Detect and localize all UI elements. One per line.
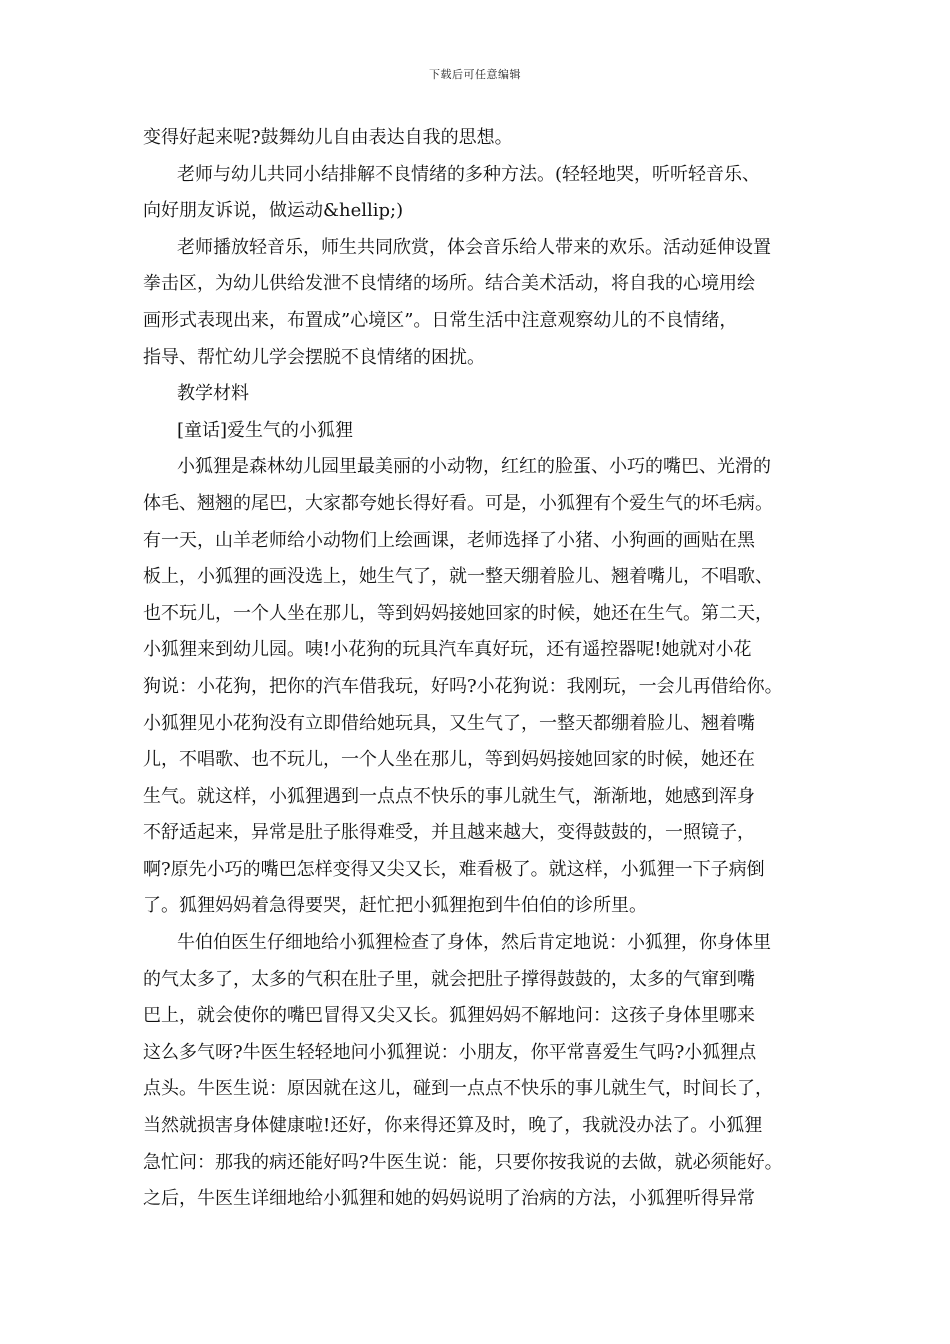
text-line: 之后，牛医生详细地给小狐狸和她的妈妈说明了治病的方法，小狐狸听得异常: [143, 1188, 755, 1210]
text-line: 体毛、翘翘的尾巴，大家都夸她长得好看。可是，小狐狸有个爱生气的坏毛病。: [143, 492, 773, 514]
text-line: [童话]爱生气的小狐狸: [177, 419, 354, 441]
text-line: 巴上，就会使你的嘴巴冒得又尖又长。狐狸妈妈不解地问：这孩子身体里哪来: [143, 1005, 755, 1027]
text-line: 生气。就这样，小狐狸遇到一点点不快乐的事儿就生气，渐渐地，她感到浑身: [143, 785, 755, 807]
text-line: 不舒适起来，异常是肚子胀得难受，并且越来越大，变得鼓鼓的，一照镜子，: [143, 822, 755, 844]
text-line: 板上，小狐狸的画没选上，她生气了，就一整天绷着脸儿、翘着嘴儿，不唱歌、: [143, 566, 773, 588]
text-line: 有一天，山羊老师给小动物们上绘画课，老师选择了小猪、小狗画的画贴在黑: [143, 529, 755, 551]
text-line: 拳击区，为幼儿供给发泄不良情绪的场所。结合美术活动，将自我的心境用绘: [143, 273, 755, 295]
text-line: 也不玩儿，一个人坐在那儿，等到妈妈接她回家的时候，她还在生气。第二天，: [143, 602, 773, 624]
text-line: 小狐狸是森林幼儿园里最美丽的小动物，红红的脸蛋、小巧的嘴巴、光滑的: [177, 456, 771, 478]
text-line: 牛伯伯医生仔细地给小狐狸检查了身体，然后肯定地说：小狐狸，你身体里: [177, 932, 771, 954]
text-line: 啊?原先小巧的嘴巴怎样变得又尖又长，难看极了。就这样，小狐狸一下子病倒: [143, 858, 765, 880]
text-line: 这么多气呀?牛医生轻轻地问小狐狸说：小朋友，你平常喜爱生气吗?小狐狸点: [143, 1041, 757, 1063]
text-line: 向好朋友诉说，做运动&hellip;): [143, 200, 404, 222]
text-line: 指导、帮忙幼儿学会摆脱不良情绪的困扰。: [143, 346, 485, 368]
page-header: 下载后可任意编辑: [429, 68, 521, 81]
text-line: 儿，不唱歌、也不玩儿，一个人坐在那儿，等到妈妈接她回家的时候，她还在: [143, 749, 755, 771]
text-line: 的气太多了，太多的气积在肚子里，就会把肚子撑得鼓鼓的，太多的气窜到嘴: [143, 968, 755, 990]
text-line: 小狐狸见小花狗没有立即借给她玩具，又生气了，一整天都绷着脸儿、翘着嘴: [143, 712, 755, 734]
text-line: 了。狐狸妈妈着急得要哭，赶忙把小狐狸抱到牛伯伯的诊所里。: [143, 895, 647, 917]
text-line: 教学材料: [177, 383, 249, 405]
text-line: 急忙问：那我的病还能好吗?牛医生说：能，只要你按我说的去做，就必须能好。: [143, 1151, 783, 1173]
text-line: 变得好起来呢?鼓舞幼儿自由表达自我的思想。: [143, 127, 513, 148]
body-text: [143, 120, 823, 1218]
text-line: 老师播放轻音乐，师生共同欣赏，体会音乐给人带来的欢乐。活动延伸设置: [177, 236, 771, 258]
text-line: 当然就损害身体健康啦!还好，你来得还算及时，晚了，我就没办法了。小狐狸: [143, 1115, 763, 1137]
text-line: 点头。牛医生说：原因就在这儿，碰到一点点不快乐的事儿就生气，时间长了，: [143, 1078, 773, 1100]
text-line: 小狐狸来到幼儿园。咦!小花狗的玩具汽车真好玩，还有遥控器呢!她就对小花: [143, 639, 752, 661]
text-line: 老师与幼儿共同小结排解不良情绪的多种方法。(轻轻地哭，听听轻音乐、: [177, 163, 761, 185]
text-line: 狗说：小花狗，把你的汽车借我玩，好吗?小花狗说：我刚玩，一会儿再借给你。: [143, 675, 783, 697]
text-line: 画形式表现出来，布置成”心境区”。日常生活中注意观察幼儿的不良情绪，: [143, 309, 738, 331]
